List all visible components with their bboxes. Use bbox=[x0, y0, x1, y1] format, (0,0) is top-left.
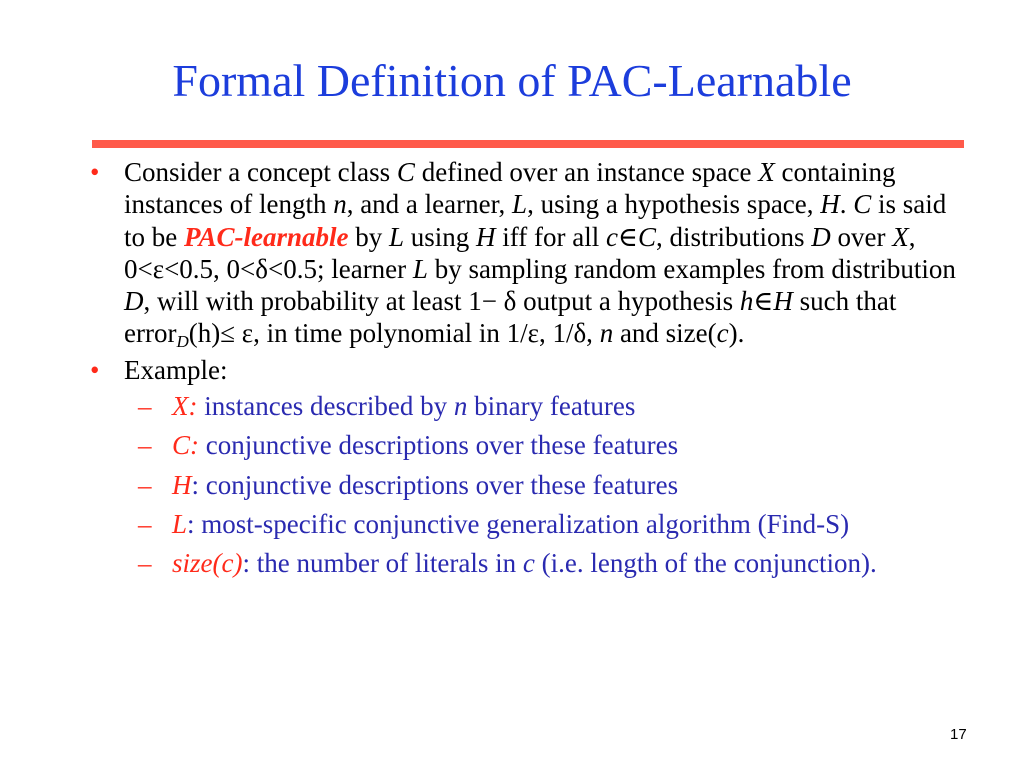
text: Consider a concept class bbox=[124, 157, 397, 187]
var-length: n bbox=[333, 189, 347, 220]
example-text: : most-specific conjunctive generalization algorithm (Find-S) bbox=[187, 508, 850, 539]
title-divider bbox=[92, 140, 964, 148]
var-hypothesis: h bbox=[739, 286, 754, 317]
text: using bbox=[404, 221, 477, 252]
text: over bbox=[830, 221, 893, 252]
text: . bbox=[839, 189, 854, 220]
text: , using a hypothesis space, bbox=[527, 189, 821, 220]
example-text: : conjunctive descriptions over these features bbox=[191, 469, 679, 500]
text: is said to be bbox=[124, 189, 947, 252]
var-length: n bbox=[599, 318, 614, 349]
var-hypothesis-space: H bbox=[476, 221, 496, 252]
text: ). bbox=[728, 318, 745, 349]
example-text: : the number of literals in bbox=[242, 548, 523, 579]
page-number: 17 bbox=[950, 726, 967, 743]
var-concept-class: C bbox=[396, 157, 415, 187]
text: , and a learner, bbox=[346, 189, 513, 220]
example-bullet bbox=[84, 354, 964, 386]
var-instance-space: X bbox=[758, 157, 775, 187]
dash-marker: – bbox=[138, 469, 152, 500]
text: , will with probability at least 1− δ output a hypothesis bbox=[143, 286, 740, 317]
example-text: conjunctive descriptions over these features bbox=[199, 430, 679, 461]
var-hypothesis-space: H bbox=[773, 286, 793, 317]
var-learner: L bbox=[512, 189, 528, 220]
text: defined over an instance space bbox=[414, 157, 759, 187]
example-text: instances described by bbox=[197, 391, 454, 422]
example-key: H bbox=[172, 469, 192, 500]
example-item-c bbox=[132, 429, 964, 461]
error-subscript: D bbox=[176, 332, 189, 352]
example-item-size bbox=[132, 547, 964, 579]
var-learner: L bbox=[412, 253, 428, 284]
var-concept: c bbox=[606, 221, 618, 252]
slide-title: Formal Definition of PAC-Learnable bbox=[172, 55, 852, 106]
var-instance-space: X bbox=[892, 221, 909, 252]
text: , distributions bbox=[656, 221, 812, 252]
text: such that error bbox=[124, 286, 897, 349]
text: and size( bbox=[613, 318, 717, 349]
example-var: c bbox=[522, 548, 535, 579]
example-text: (i.e. length of the conjunction). bbox=[534, 548, 877, 579]
example-item-l bbox=[132, 508, 964, 540]
text: by bbox=[348, 221, 389, 252]
var-concept: c bbox=[716, 318, 729, 349]
dash-marker: – bbox=[138, 508, 152, 539]
var-learner: L bbox=[389, 221, 405, 252]
example-item-h bbox=[132, 469, 964, 501]
dash-marker: – bbox=[138, 548, 152, 579]
example-text: binary features bbox=[467, 391, 636, 422]
example-var: n bbox=[453, 391, 468, 422]
text: by sampling random examples from distribution bbox=[427, 253, 956, 284]
definition-bullet bbox=[84, 156, 964, 350]
text: (h)≤ ε, in time polynomial in 1/ε, 1/δ, bbox=[188, 318, 600, 349]
var-hypothesis-space: H bbox=[820, 189, 840, 220]
var-distribution: D bbox=[124, 286, 144, 317]
dash-marker: – bbox=[138, 430, 152, 461]
example-key: L bbox=[172, 508, 188, 539]
dash-marker: – bbox=[138, 391, 152, 422]
var-distribution: D bbox=[811, 221, 831, 252]
slide-content bbox=[84, 156, 964, 587]
pac-learnable-term: PAC-learnable bbox=[184, 221, 349, 252]
var-concept-class: C bbox=[638, 221, 657, 252]
text: containing instances of length bbox=[124, 157, 896, 220]
var-concept-class: C bbox=[853, 189, 872, 220]
text: , 0<ε<0.5, 0<δ<0.5; learner bbox=[124, 221, 916, 284]
element-of-symbol: ∈ bbox=[618, 221, 638, 252]
example-item-x bbox=[132, 390, 964, 422]
bullet-marker: • bbox=[90, 157, 100, 187]
bullet-marker: • bbox=[90, 354, 100, 385]
element-of-symbol: ∈ bbox=[753, 286, 774, 317]
text: iff for all bbox=[495, 221, 607, 252]
example-key: size(c) bbox=[172, 548, 243, 579]
text: Example: bbox=[124, 354, 228, 385]
example-key: C: bbox=[172, 430, 199, 461]
example-key: X: bbox=[172, 391, 198, 422]
